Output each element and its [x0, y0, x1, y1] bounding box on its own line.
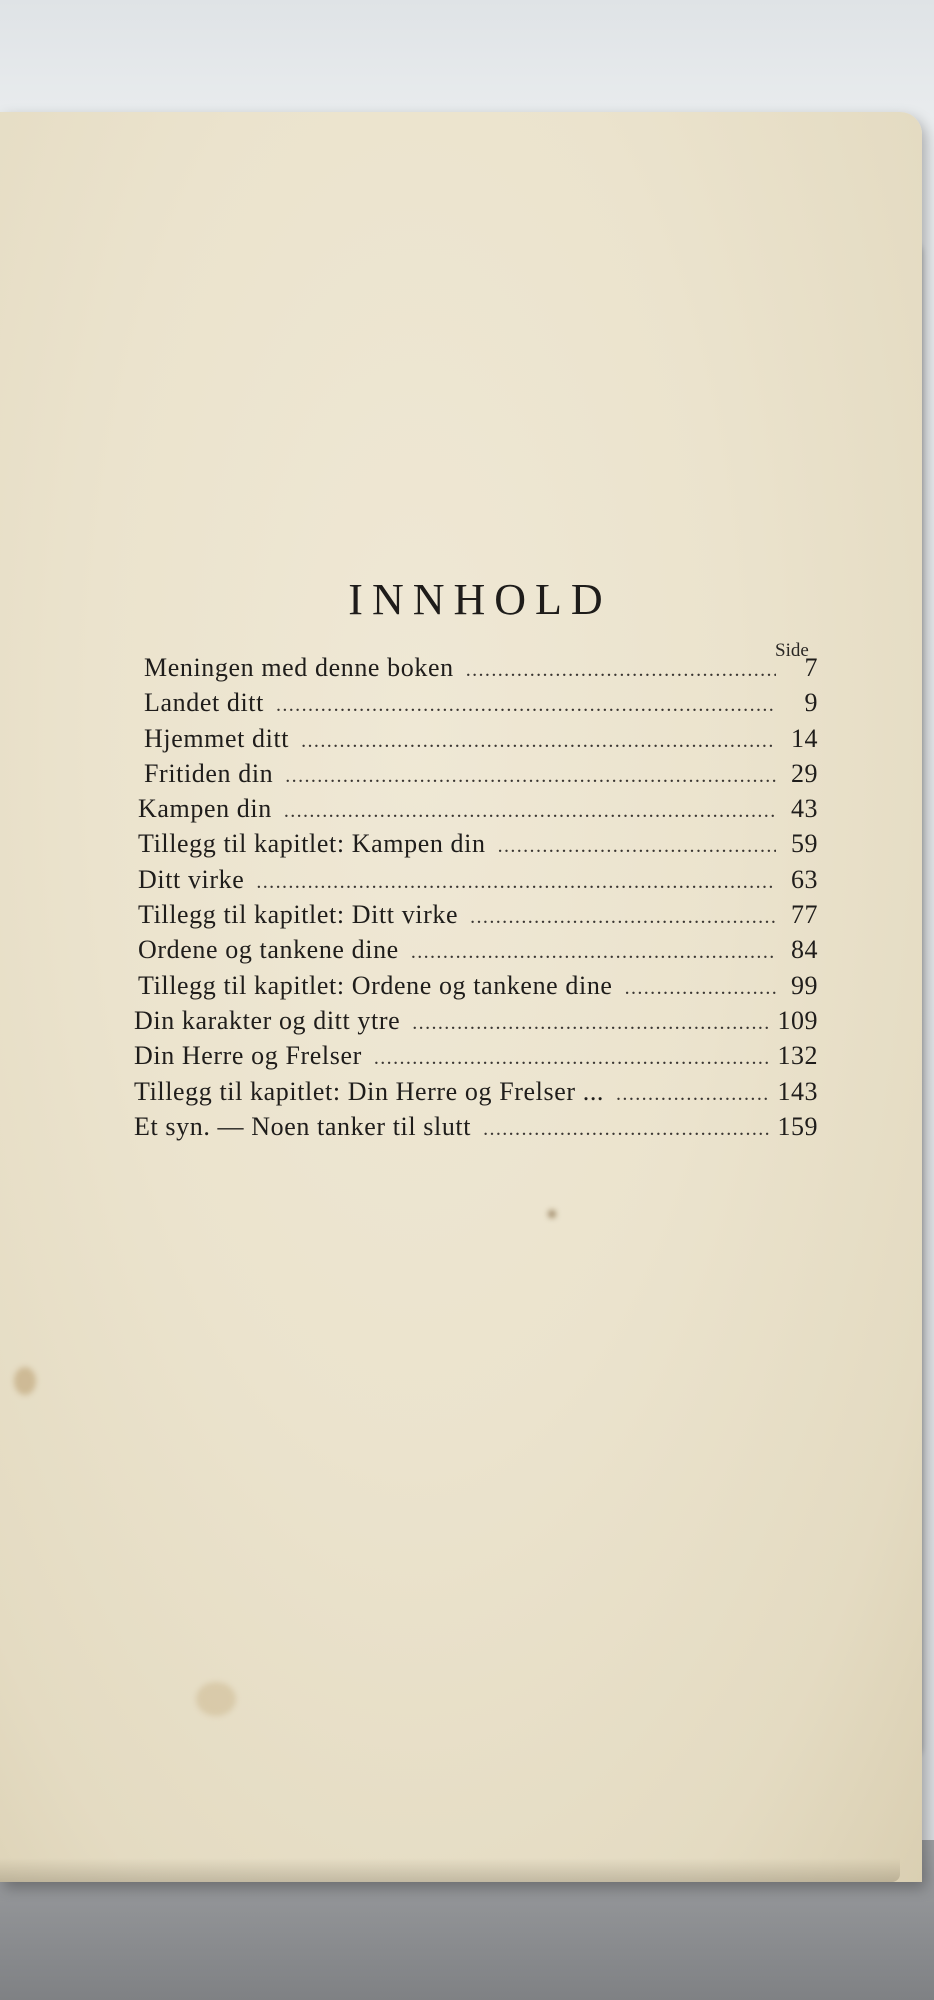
toc-entry-page: 14: [791, 723, 818, 753]
toc-entry: [134, 1074, 818, 1109]
toc-entry-title: Din karakter og ditt ytre: [134, 1005, 401, 1035]
toc-entry: [138, 968, 818, 1003]
toc-list: [134, 650, 818, 1144]
toc-entry-title: Fritiden din: [144, 758, 274, 788]
dot-leader: [374, 1041, 770, 1076]
dot-leader: [466, 653, 776, 688]
toc-entry-page: 143: [777, 1076, 818, 1106]
toc-entry-page: 43: [791, 794, 818, 824]
toc-entry: [144, 721, 818, 756]
dot-leader: [285, 759, 776, 794]
toc-entry-title: Tillegg til kapitlet: Ordene og tankene dine: [138, 970, 613, 1000]
dot-leader: [284, 794, 776, 829]
toc-entry-title: Hjemmet ditt: [144, 723, 290, 753]
dot-leader: [411, 935, 776, 970]
toc-entry: [144, 756, 818, 791]
stain-mark: [196, 1682, 236, 1716]
toc-entry: [134, 1109, 818, 1144]
page-bottom-shadow: [0, 1858, 900, 1882]
toc-entry-page: 63: [791, 864, 818, 894]
dot-leader: [616, 1077, 769, 1112]
dot-leader: [301, 724, 776, 759]
toc-entry: [138, 791, 818, 826]
toc-entry: [134, 1003, 818, 1038]
toc-entry-title: Tillegg til kapitlet: Ditt virke: [138, 900, 459, 930]
toc-entry: [134, 1038, 818, 1073]
toc-entry-page: 59: [791, 829, 818, 859]
toc-entry-page: 7: [804, 653, 818, 682]
toc-entry-page: 9: [804, 688, 818, 718]
toc-entry-title: Ordene og tankene dine: [138, 935, 399, 965]
toc-entry-title: Landet ditt: [144, 688, 264, 718]
toc-entry-page: 77: [791, 900, 818, 930]
dot-leader: [470, 900, 776, 935]
dot-leader: [498, 829, 776, 864]
side-column-label: Side: [775, 640, 809, 661]
dot-leader: [412, 1006, 769, 1041]
toc-entry-page: 29: [791, 758, 818, 788]
toc-entry-page: 132: [777, 1041, 818, 1071]
toc-entry-title: Kampen din: [138, 794, 272, 824]
toc-entry-page: 159: [777, 1111, 818, 1141]
toc-entry: [144, 650, 818, 685]
toc-entry-title: Meningen med denne boken: [144, 653, 454, 682]
toc-entry: [138, 826, 818, 861]
toc-entry-title: Ditt virke: [138, 864, 245, 894]
toc-entry-title: Et syn. — Noen tanker til slutt: [134, 1111, 472, 1141]
toc-title: INNHOLD: [348, 575, 612, 624]
toc-entry: [138, 897, 818, 932]
dot-leader: [625, 971, 776, 1006]
toc-entry: [144, 685, 818, 720]
stain-mark: [14, 1367, 36, 1395]
dot-leader: [483, 1112, 769, 1147]
toc-entry-page: 109: [777, 1005, 818, 1035]
stain-mark: [548, 1210, 556, 1218]
toc-entry-title: Din Herre og Frelser: [134, 1041, 362, 1071]
dot-leader: [276, 688, 776, 723]
toc-entry: [138, 932, 818, 967]
toc-entry-title: Tillegg til kapitlet: Kampen din: [138, 829, 486, 859]
toc-entry-page: 99: [791, 970, 818, 1000]
toc-entry: [138, 862, 818, 897]
toc-entry-title: Tillegg til kapitlet: Din Herre og Frelser ...: [134, 1076, 605, 1106]
toc-entry-page: 84: [791, 935, 818, 965]
dot-leader: [256, 865, 776, 900]
